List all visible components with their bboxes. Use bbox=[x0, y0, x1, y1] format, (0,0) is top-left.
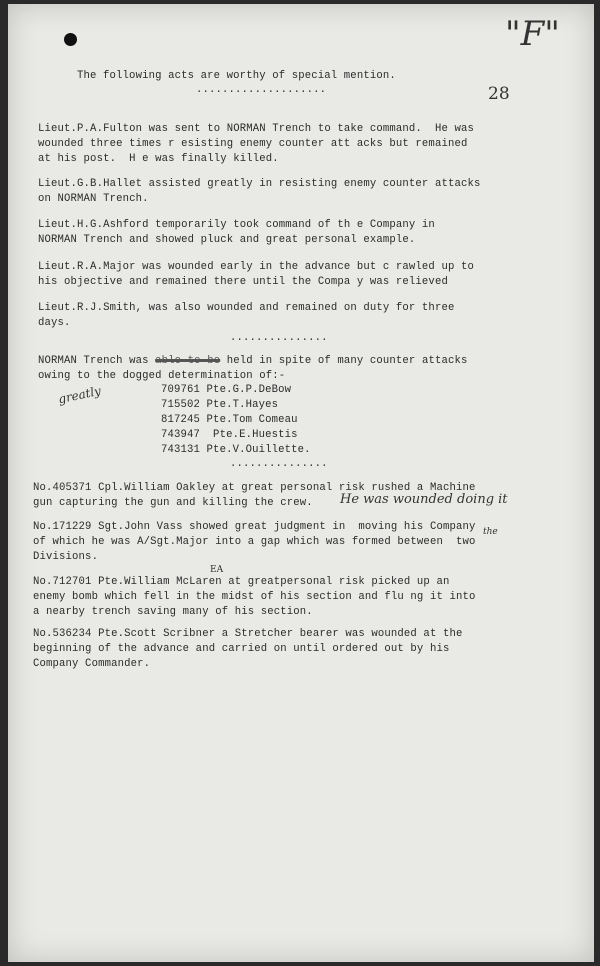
handwritten-note: He was wounded doing it bbox=[340, 492, 508, 507]
soldier-list bbox=[161, 383, 311, 458]
paragraph-major bbox=[38, 260, 474, 290]
award-mclaren bbox=[33, 575, 476, 620]
line: No.171229 Sgt.John Vass showed great judgment in moving his Company bbox=[33, 521, 476, 533]
line: a nearby trench saving many of his section. bbox=[33, 606, 313, 618]
separator-2: ............... bbox=[230, 332, 328, 344]
paragraph-fulton bbox=[38, 122, 474, 167]
page-number: 28 bbox=[488, 84, 510, 104]
line: held in spite of many counter attacks bbox=[220, 355, 468, 367]
line: gun capturing the gun and killing the crew. bbox=[33, 497, 313, 509]
soldier-item: 715502 Pte.T.Hayes bbox=[161, 399, 279, 411]
line: owing to the dogged determination of:- bbox=[38, 370, 286, 382]
norman-paragraph bbox=[38, 354, 468, 384]
award-vass bbox=[33, 520, 476, 565]
paragraph-smith bbox=[38, 301, 454, 331]
line: of which he was A/Sgt.Major into a gap which was formed between two bbox=[33, 536, 476, 548]
award-scribner bbox=[33, 627, 462, 672]
soldier-item: 817245 Pte.Tom Comeau bbox=[161, 414, 298, 426]
line: at his post. H e was finally killed. bbox=[38, 153, 279, 165]
line: his objective and remained there until the Compa y was relieved bbox=[38, 276, 448, 288]
paragraph-hallet bbox=[38, 177, 481, 207]
struck-text: able to be bbox=[155, 355, 221, 367]
line: Lieut.R.A.Major was wounded early in the advance but c rawled up to bbox=[38, 261, 474, 273]
line: NORMAN Trench was bbox=[38, 355, 156, 367]
line: Divisions. bbox=[33, 551, 99, 563]
line: enemy bomb which fell in the midst of his section and flu ng it into bbox=[33, 591, 476, 603]
line: Lieut.H.G.Ashford temporarily took command of th e Company in bbox=[38, 219, 435, 231]
line: No.712701 Pte.William McLaren at greatpersonal risk picked up an bbox=[33, 576, 450, 588]
line: beginning of the advance and carried on until ordered out by his bbox=[33, 643, 450, 655]
punch-hole bbox=[64, 33, 77, 46]
line: Lieut.P.A.Fulton was sent to NORMAN Trench to take command. He was bbox=[38, 123, 474, 135]
line: on NORMAN Trench. bbox=[38, 193, 149, 205]
handwritten-insert: the bbox=[483, 527, 498, 537]
line: Lieut.R.J.Smith, was also wounded and remained on duty for three bbox=[38, 302, 455, 314]
separator-3: ............... bbox=[230, 458, 328, 470]
corner-mark: "F" bbox=[505, 14, 560, 54]
line: No.405371 Cpl.William Oakley at great personal risk rushed a Machine bbox=[33, 482, 476, 494]
line: Lieut.G.B.Hallet assisted greatly in resisting enemy counter attacks bbox=[38, 178, 481, 190]
soldier-item: 709761 Pte.G.P.DeBow bbox=[161, 384, 292, 396]
line: days. bbox=[38, 317, 71, 329]
separator: .................... bbox=[196, 84, 327, 96]
soldier-item: 743947 Pte.E.Huestis bbox=[161, 429, 298, 441]
line: wounded three times r esisting enemy counter att acks but remained bbox=[38, 138, 468, 150]
line: No.536234 Pte.Scott Scribner a Stretcher bearer was wounded at the bbox=[33, 628, 463, 640]
heading: The following acts are worthy of special mention. bbox=[77, 70, 396, 82]
handwritten-correction: EA bbox=[210, 565, 224, 575]
line: NORMAN Trench and showed pluck and great personal example. bbox=[38, 234, 416, 246]
paragraph-ashford bbox=[38, 218, 435, 248]
handwritten-insert: greatly bbox=[57, 383, 103, 407]
soldier-item: 743131 Pte.V.Ouillette. bbox=[161, 444, 311, 456]
line: Company Commander. bbox=[33, 658, 151, 670]
